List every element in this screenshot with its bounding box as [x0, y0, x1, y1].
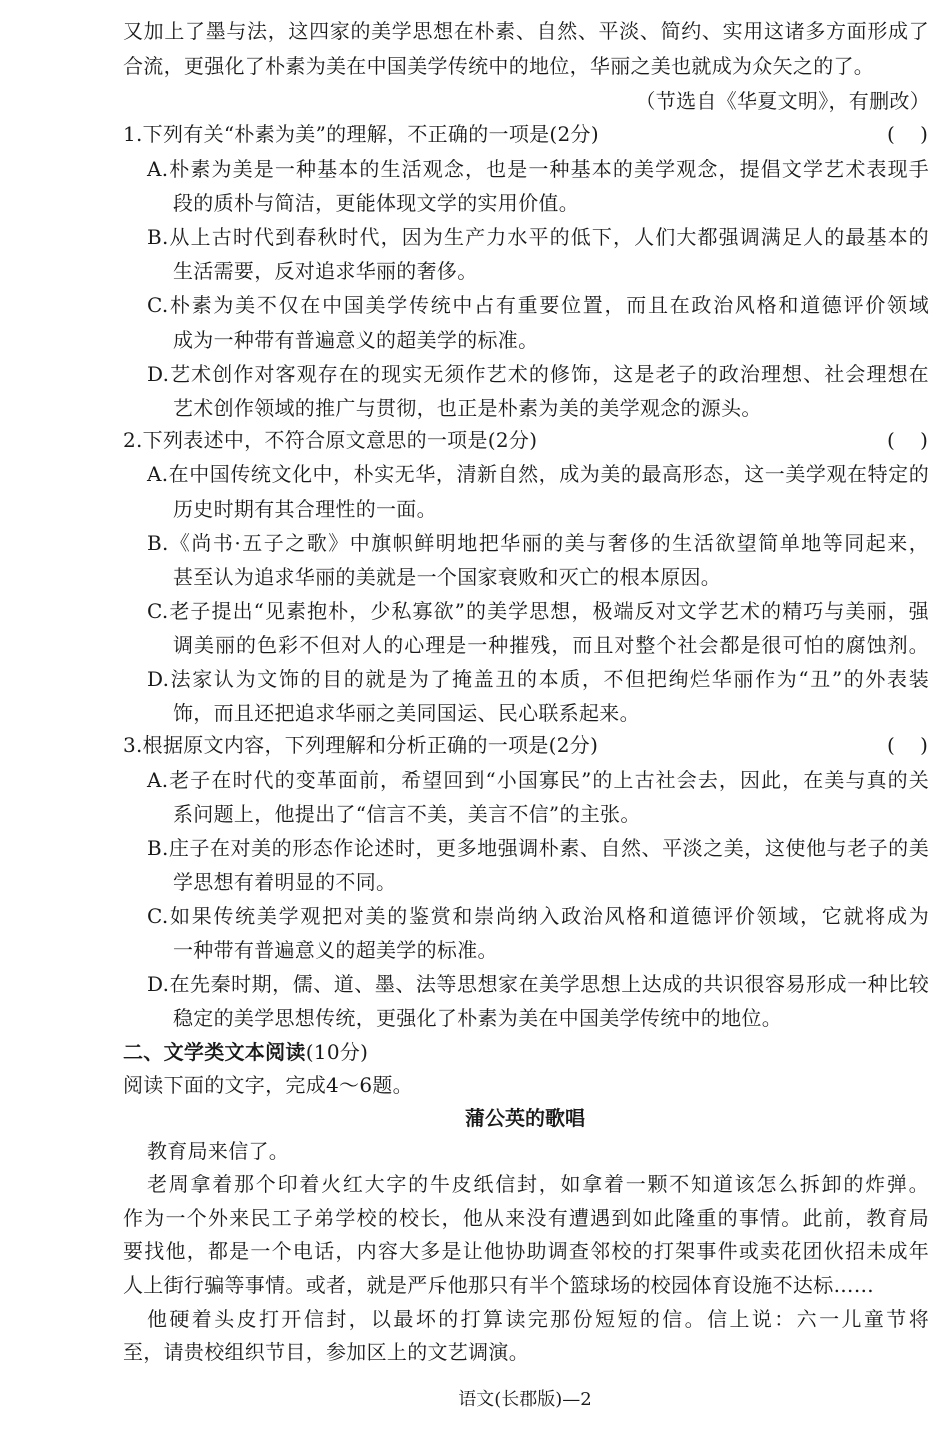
q1-option-c: C.朴素为美不仅在中国美学传统中占有重要位置，而且在政治风格和道德评价领域	[147, 293, 929, 317]
q3-option-d-cont: 稳定的美学思想传统，更强化了朴素为美在中国美学传统中的地位。	[173, 1006, 782, 1030]
q1-option-d-cont: 艺术创作领域的推广与贯彻，也正是朴素为美的美学观念的源头。	[173, 396, 762, 420]
answer-paren: ( )	[886, 733, 928, 757]
page-footer: 语文(长郡版)—2	[458, 1389, 592, 1410]
q1-option-b-cont: 生活需要，反对追求华丽的奢侈。	[173, 259, 478, 283]
story-title: 蒲公英的歌唱	[465, 1106, 585, 1130]
answer-paren: ( )	[886, 428, 928, 452]
section-instruction: 阅读下面的文字，完成4～6题。	[123, 1073, 413, 1097]
story-paragraph: 老周拿着那个印着火红大字的牛皮纸信封，如拿着一颗不知道该怎么拆卸的炸弹。	[147, 1172, 929, 1196]
passage-line: 合流，更强化了朴素为美在中国美学传统中的地位，华丽之美也就成为众矢之的了。	[123, 54, 875, 78]
q2-option-c-cont: 调美丽的色彩不但对人的心理是一种摧残，而且对整个社会都是很可怕的腐蚀剂。	[173, 633, 929, 657]
question-1-stem: 1.下列有关“朴素为美”的理解，不正确的一项是(2分)	[123, 122, 599, 146]
section-points: (10分)	[305, 1040, 369, 1064]
story-line: 人上街行骗等事情。或者，就是严斥他那只有半个篮球场的校园体育设施不达标……	[123, 1273, 875, 1297]
passage-line: 又加上了墨与法，这四家的美学思想在朴素、自然、平淡、简约、实用这诸多方面形成了	[123, 19, 929, 43]
q1-option-b: B.从上古时代到春秋时代，因为生产力水平的低下，人们大都强调满足人的最基本的	[147, 225, 929, 249]
q1-option-c-cont: 成为一种带有普遍意义的超美学的标准。	[173, 328, 539, 352]
story-line: 要找他，都是一个电话，内容大多是让他协助调查邻校的打架事件或卖花团伙招未成年	[123, 1239, 929, 1263]
q2-option-c: C.老子提出“见素抱朴，少私寡欲”的美学思想，极端反对文学艺术的精巧与美丽，强	[147, 599, 929, 623]
answer-paren: ( )	[886, 122, 928, 146]
story-line: 作为一个外来民工子弟学校的校长，他从来没有遭遇到如此隆重的事情。此前，教育局	[123, 1206, 929, 1230]
q2-option-d: D.法家认为文饰的目的就是为了掩盖丑的本质，不但把绚烂华丽作为“丑”的外表装	[147, 667, 929, 691]
q3-option-b-cont: 学思想有着明显的不同。	[173, 870, 397, 894]
q1-option-a: A.朴素为美是一种基本的生活观念，也是一种基本的美学观念，提倡文学艺术表现手	[147, 157, 929, 181]
question-2-stem: 2.下列表述中，不符合原文意思的一项是(2分)	[123, 428, 538, 452]
q1-option-a-cont: 段的质朴与简洁，更能体现文学的实用价值。	[173, 191, 579, 215]
section-heading	[123, 1039, 368, 1065]
q3-option-c: C.如果传统美学观把对美的鉴赏和崇尚纳入政治风格和道德评价领域，它就将成为	[147, 904, 929, 928]
q3-option-c-cont: 一种带有普遍意义的超美学的标准。	[173, 938, 498, 962]
q2-option-a-cont: 历史时期有其合理性的一面。	[173, 497, 437, 521]
story-paragraph: 教育局来信了。	[147, 1139, 290, 1163]
q2-option-d-cont: 饰，而且还把追求华丽之美同国运、民心联系起来。	[173, 701, 640, 725]
story-line: 至，请贵校组织节目，参加区上的文艺调演。	[123, 1340, 529, 1364]
q3-option-b: B.庄子在对美的形态作论述时，更多地强调朴素、自然、平淡之美，这使他与老子的美	[147, 836, 929, 860]
source-citation: （节选自《华夏文明》，有删改）	[635, 89, 930, 113]
q1-option-d: D.艺术创作对客观存在的现实无须作艺术的修饰，这是老子的政治理想、社会理想在	[147, 362, 929, 386]
section-heading-text: 二、文学类文本阅读	[123, 1040, 306, 1064]
story-paragraph: 他硬着头皮打开信封，以最坏的打算读完那份短短的信。信上说：六一儿童节将	[147, 1307, 929, 1331]
q3-option-a-cont: 系问题上，他提出了“信言不美，美言不信”的主张。	[173, 802, 641, 826]
q3-option-a: A.老子在时代的变革面前，希望回到“小国寡民”的上古社会去，因此，在美与真的关	[147, 768, 929, 792]
q2-option-b: B.《尚书·五子之歌》中旗帜鲜明地把华丽的美与奢侈的生活欲望简单地等同起来，	[147, 531, 929, 555]
q2-option-a: A.在中国传统文化中，朴实无华，清新自然，成为美的最高形态，这一美学观在特定的	[147, 462, 929, 486]
q3-option-d: D.在先秦时期，儒、道、墨、法等思想家在美学思想上达成的共识很容易形成一种比较	[147, 972, 929, 996]
q2-option-b-cont: 甚至认为追求华丽的美就是一个国家衰败和灭亡的根本原因。	[173, 565, 722, 589]
question-3-stem: 3.根据原文内容，下列理解和分析正确的一项是(2分)	[123, 733, 599, 757]
